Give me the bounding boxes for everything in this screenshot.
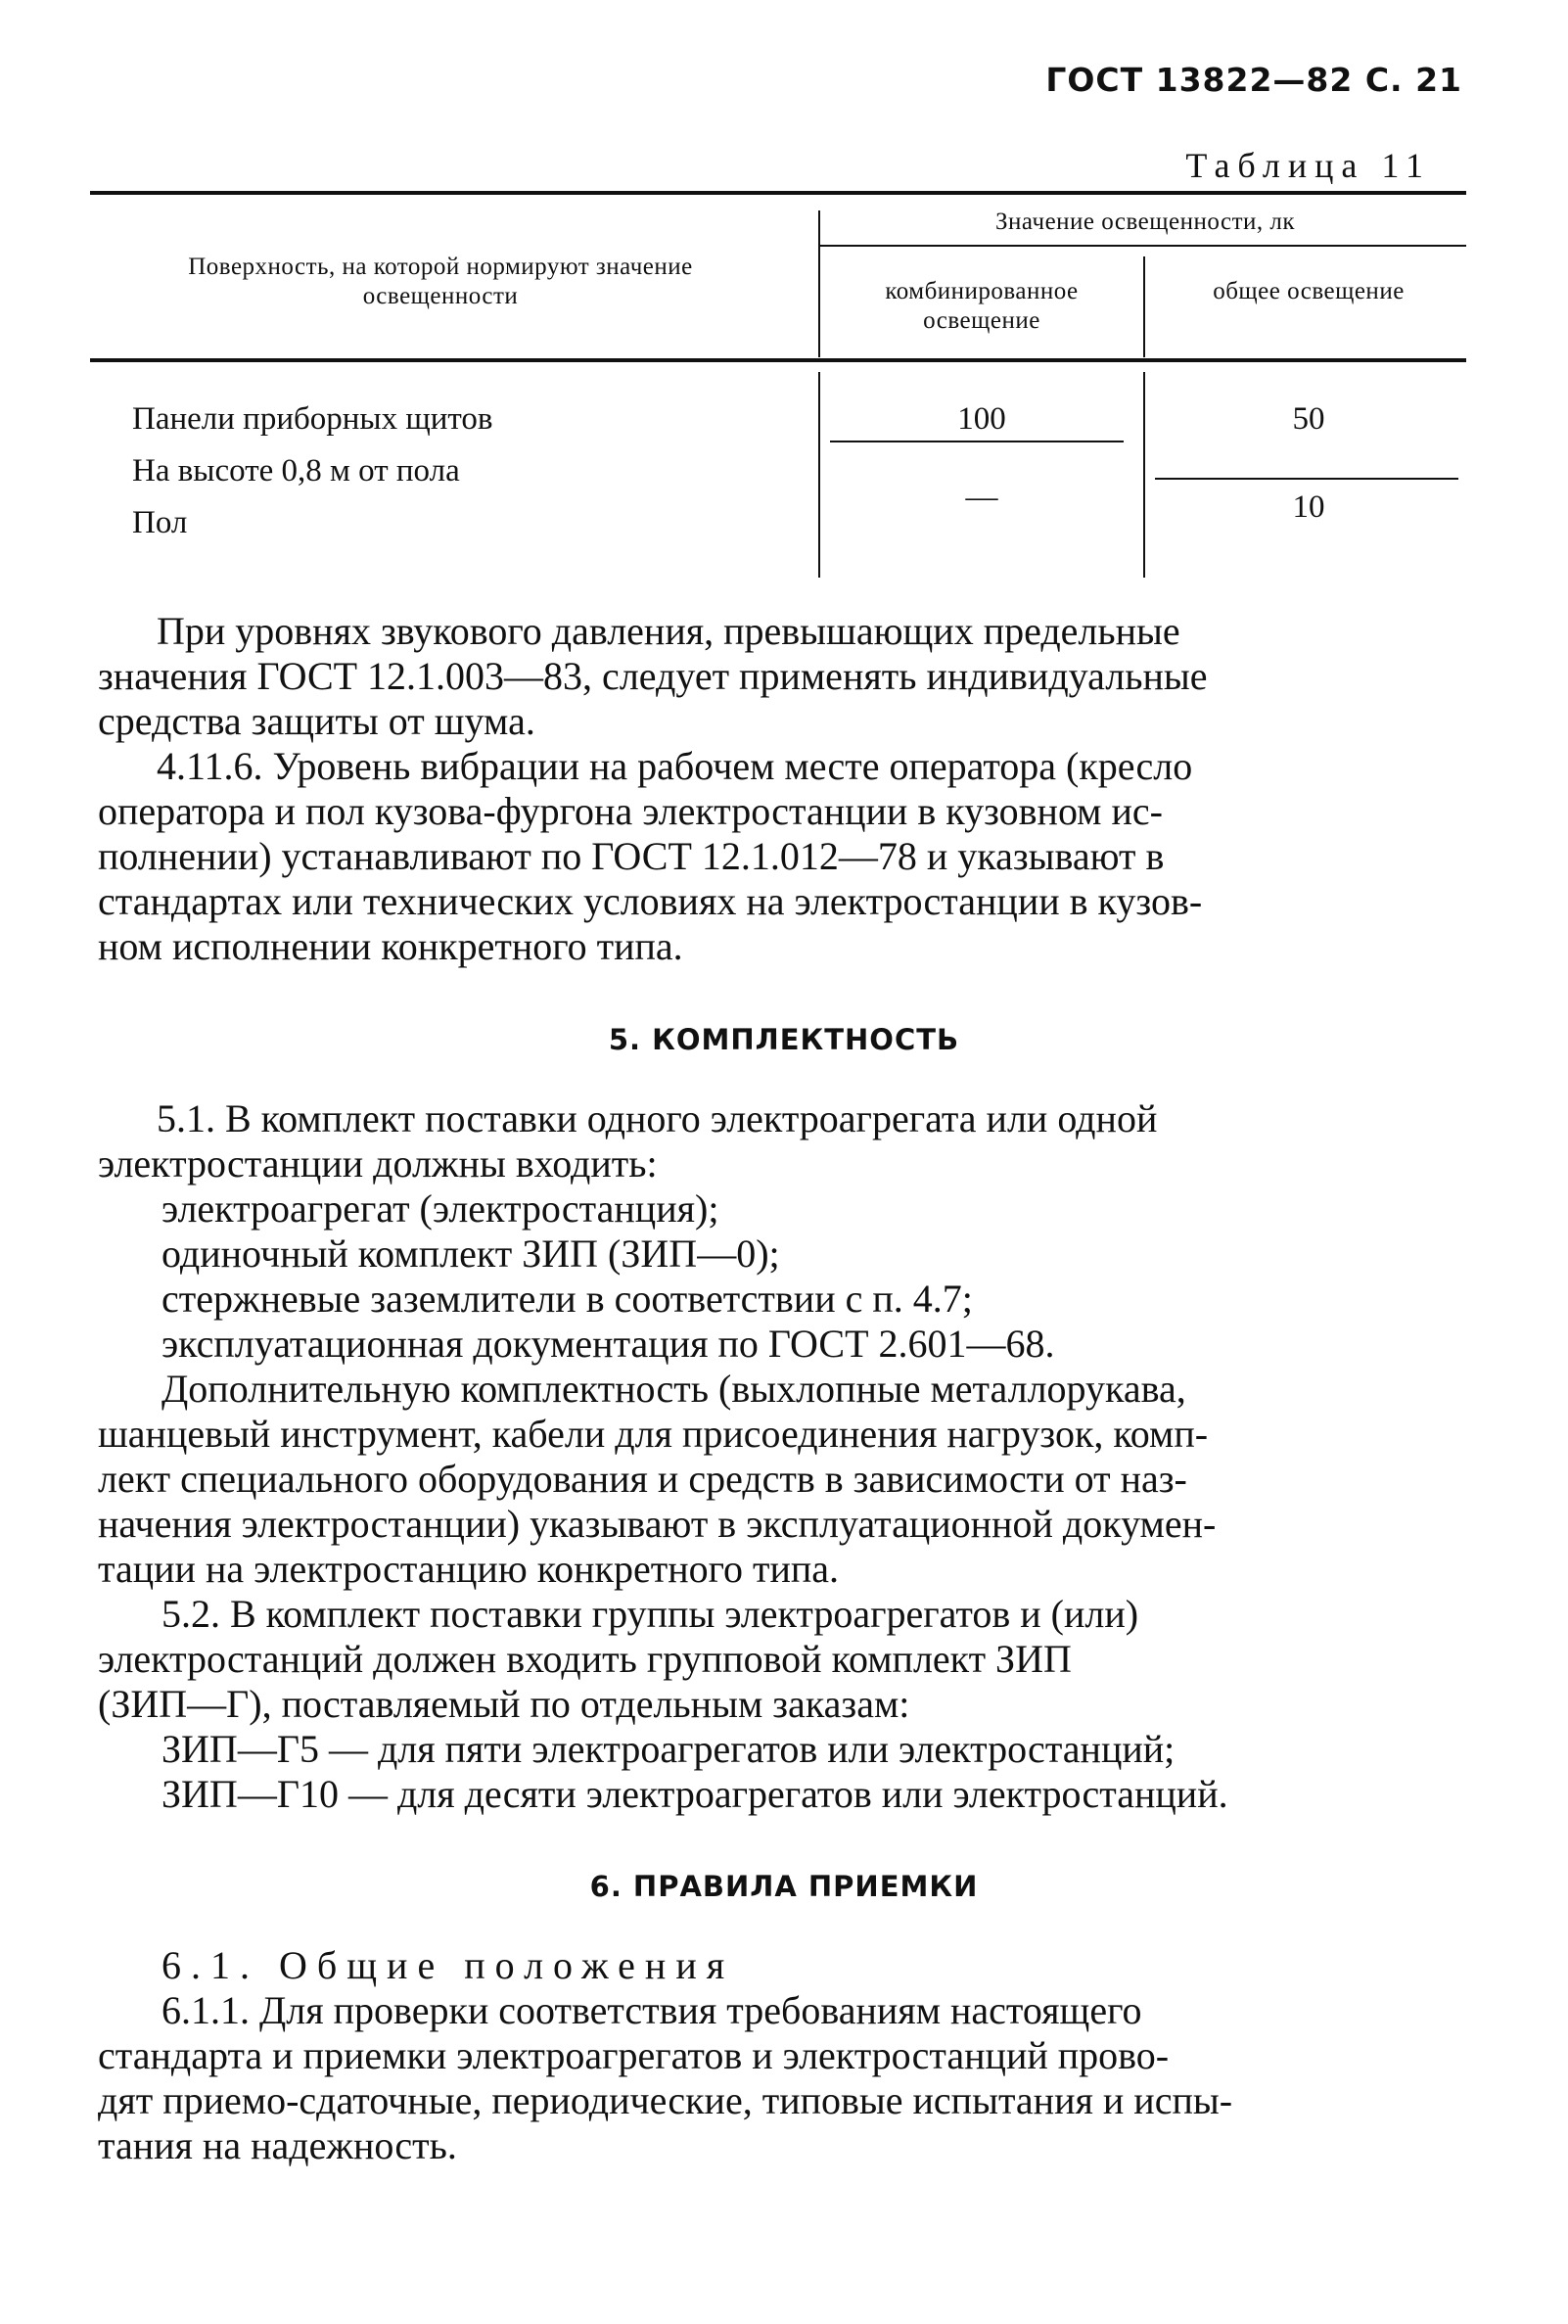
- clause-6-1-1-line-1: 6.1.1. Для проверки соответствия требованиям настоящего: [161, 1988, 1142, 2032]
- list-5-2-item-1: ЗИП—Г5 — для пяти электроагрегатов или электростанций;: [161, 1727, 1176, 1771]
- list-5-1-item-3: стержневые заземлители в соответствии с п. 4.7;: [161, 1277, 973, 1321]
- table-header-general: общее освещение: [1213, 278, 1405, 304]
- list-5-1-item-2: одиночный комплект ЗИП (ЗИП—0);: [161, 1232, 780, 1276]
- clause-5-2-line-1: 5.2. В комплект поставки группы электроагрегатов и (или): [161, 1592, 1139, 1636]
- table-header-group: Значение освещенности, лк: [995, 209, 1295, 235]
- clause-6-1-heading: 6.1. Общие положения: [161, 1943, 735, 1987]
- list-5-1-item-1: электроагрегат (электростанция);: [161, 1186, 719, 1231]
- clause-4-11-6-line-2: оператора и пол кузова-фургона электростанции в кузовном ис-: [98, 789, 1163, 833]
- clause-4-11-6-line-1: 4.11.6. Уровень вибрации на рабочем месте оператора (кресло: [157, 744, 1193, 788]
- table-vline-body-1: [818, 372, 820, 578]
- section-5-title: 5. КОМПЛЕКТНОСТЬ: [608, 1023, 960, 1056]
- clause-5-1-line-2: электростанции должны входить:: [98, 1141, 658, 1185]
- list-5-1-item-4: эксплуатационная документация по ГОСТ 2.601—68.: [161, 1322, 1055, 1366]
- table-top-rule: [90, 191, 1466, 195]
- clause-6-1-1-line-4: тания на надежность.: [98, 2123, 457, 2167]
- table-header-rule: [90, 358, 1466, 362]
- noise-text-line-2: значения ГОСТ 12.1.003—83, следует применять индивидуальные: [98, 654, 1208, 698]
- page-header: ГОСТ 13822—82 С. 21: [1045, 61, 1462, 99]
- additional-text-line-2: шанцевый инструмент, кабели для присоединения нагрузок, комп-: [98, 1412, 1209, 1456]
- table-group-rule: [820, 245, 1466, 247]
- clause-5-1-line-1: 5.1. В комплект поставки одного электроагрегата или одной: [157, 1096, 1158, 1140]
- clause-4-11-6-line-5: ном исполнении конкретного типа.: [98, 924, 683, 968]
- clause-5-2-line-3: (ЗИП—Г), поставляемый по отдельным заказам:: [98, 1682, 910, 1726]
- table-row-1-combined: 100: [957, 401, 1006, 437]
- table-vline-header-2: [1143, 256, 1145, 357]
- table-row-2-surface: На высоте 0,8 м от пола: [132, 453, 460, 488]
- table-row-2-general: 10: [1292, 489, 1325, 525]
- additional-text-line-4: начения электростанции) указывают в эксплуатационной докумен-: [98, 1502, 1217, 1546]
- additional-text-line-5: тации на электростанцию конкретного типа.: [98, 1547, 840, 1591]
- table-vline-body-2: [1143, 372, 1145, 578]
- table-row-rule-combined: [830, 441, 1124, 442]
- table-row-1-surface: Панели приборных щитов: [132, 401, 493, 437]
- table-row-1-general: 50: [1292, 401, 1325, 437]
- table-row-3-surface: Пол: [132, 505, 188, 540]
- additional-text-line-3: лект специального оборудования и средств в зависимости от наз-: [98, 1457, 1187, 1501]
- table-row-rule-general: [1155, 478, 1458, 480]
- clause-5-2-line-2: электростанций должен входить групповой комплект ЗИП: [98, 1637, 1072, 1681]
- noise-text-line-3: средства защиты от шума.: [98, 699, 535, 743]
- table-vline-header-1: [818, 210, 820, 357]
- table-header-surface: Поверхность, на которой нормируют значение освещенности: [188, 254, 693, 309]
- clause-6-1-1-line-3: дят приемо-сдаточные, периодические, типовые испытания и испы-: [98, 2078, 1233, 2122]
- clause-4-11-6-line-4: стандартах или технических условиях на электростанции в кузов-: [98, 879, 1203, 923]
- table-header-combined: комбинированное освещение: [885, 278, 1079, 334]
- clause-4-11-6-line-3: полнении) устанавливают по ГОСТ 12.1.012—78 и указывают в: [98, 834, 1165, 878]
- table-row-2-combined: —: [965, 480, 998, 515]
- additional-text-line-1: Дополнительную комплектность (выхлопные металлорукава,: [161, 1367, 1186, 1411]
- clause-6-1-1-line-2: стандарта и приемки электроагрегатов и электростанций прово-: [98, 2033, 1170, 2077]
- section-6-title: 6. ПРАВИЛА ПРИЕМКИ: [589, 1870, 979, 1903]
- table-caption: Таблица 11: [1185, 146, 1431, 185]
- list-5-2-item-2: ЗИП—Г10 — для десяти электроагрегатов или электростанций.: [161, 1772, 1228, 1816]
- noise-text-line-1: При уровнях звукового давления, превышающих предельные: [157, 609, 1180, 653]
